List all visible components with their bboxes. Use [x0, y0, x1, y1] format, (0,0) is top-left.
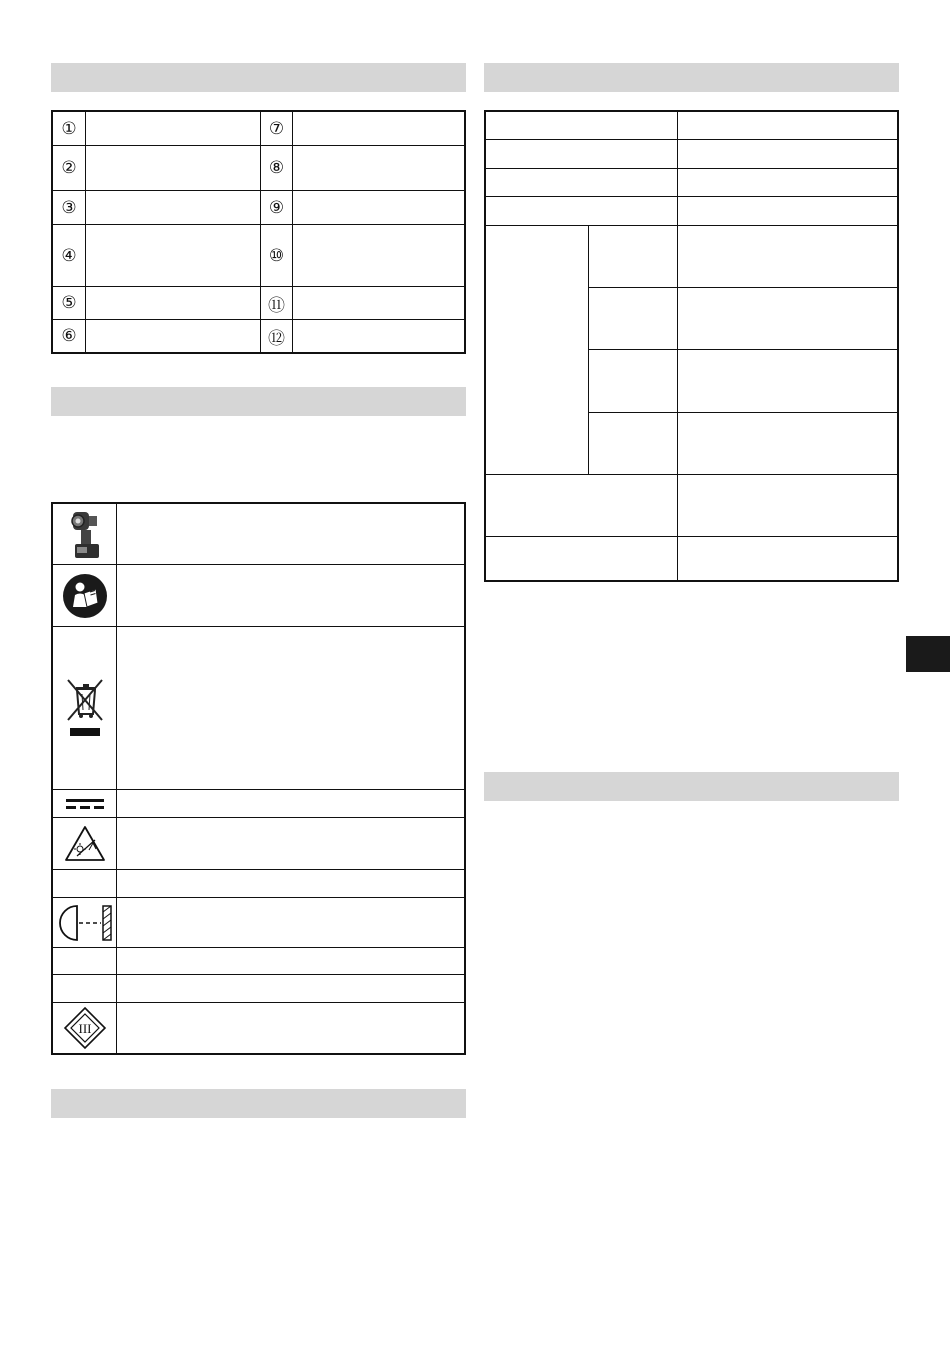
symbol-description [117, 1003, 464, 1053]
no-reflective-object-icon [63, 824, 107, 864]
symbol-description [117, 898, 464, 948]
part-number: ⑧ [261, 146, 293, 191]
symbol-icon-cell [53, 1003, 117, 1053]
spec-value-cell [678, 197, 897, 226]
part-label-cell [293, 112, 464, 146]
spec-sublabel-cell [589, 288, 678, 350]
spec-value-cell [678, 350, 897, 413]
symbol-description [117, 870, 464, 898]
spec-label-cell [486, 197, 678, 226]
spec-value-cell [678, 475, 897, 537]
symbols-table [51, 502, 466, 1055]
part-number: ⑫ [261, 320, 293, 352]
cordless-drill-icon [67, 508, 103, 560]
part-label-cell [293, 320, 464, 352]
symbol-description [117, 818, 464, 870]
spec-label-cell [486, 140, 678, 169]
specifications-table [484, 110, 899, 582]
spec-label-cell [486, 169, 678, 197]
part-number: ② [53, 146, 86, 191]
distance-to-surface-icon [57, 904, 113, 942]
spec-value-cell [678, 169, 897, 197]
part-label-cell [293, 146, 464, 191]
part-label-cell [86, 287, 261, 320]
symbol-icon-cell [53, 948, 117, 975]
symbol-description [117, 948, 464, 975]
section-bar-symbols [51, 387, 466, 416]
spec-sublabel-cell [589, 350, 678, 413]
spec-label-cell [486, 537, 678, 580]
part-label-cell [293, 287, 464, 320]
spec-sublabel-cell [589, 413, 678, 475]
part-label-cell [86, 146, 261, 191]
symbol-description [117, 627, 464, 790]
part-number: ⑪ [261, 287, 293, 320]
symbol-description [117, 504, 464, 565]
section-bar-left-bottom [51, 1089, 466, 1118]
part-label-cell [293, 225, 464, 287]
symbol-icon-cell [53, 565, 117, 627]
part-number: ④ [53, 225, 86, 287]
symbol-icon-cell [53, 790, 117, 818]
language-tab-marker [906, 636, 950, 672]
symbol-description [117, 565, 464, 627]
symbol-icon-cell [53, 504, 117, 565]
symbol-description [117, 975, 464, 1003]
class-iii-label: III [78, 1021, 91, 1036]
spec-sublabel-cell [589, 226, 678, 288]
part-label-cell [86, 225, 261, 287]
part-number: ⑥ [53, 320, 86, 352]
read-manual-icon [62, 573, 108, 619]
part-label-cell [293, 191, 464, 225]
part-label-cell [86, 112, 261, 146]
weee-crossed-bin-icon [62, 676, 108, 740]
spec-value-cell [678, 140, 897, 169]
spec-label-cell [486, 112, 678, 140]
symbol-icon-cell [53, 898, 117, 948]
part-label-cell [86, 320, 261, 352]
direct-current-icon [64, 797, 106, 811]
symbol-description [117, 790, 464, 818]
section-bar-specifications [484, 63, 899, 92]
part-number: ⑨ [261, 191, 293, 225]
spec-value-cell [678, 288, 897, 350]
symbol-icon-cell [53, 975, 117, 1003]
symbol-icon-cell [53, 870, 117, 898]
symbol-icon-cell [53, 818, 117, 870]
part-number: ① [53, 112, 86, 146]
spec-value-cell [678, 112, 897, 140]
symbol-icon-cell [53, 627, 117, 790]
spec-group-label-cell [486, 226, 589, 475]
spec-label-cell [486, 475, 678, 537]
spec-value-cell [678, 537, 897, 580]
part-number: ⑦ [261, 112, 293, 146]
part-label-cell [86, 191, 261, 225]
part-number: ⑩ [261, 225, 293, 287]
section-bar-right-bottom [484, 772, 899, 801]
section-bar-parts [51, 63, 466, 92]
part-number: ③ [53, 191, 86, 225]
spec-value-cell [678, 226, 897, 288]
spec-value-cell [678, 413, 897, 475]
class-iii-diamond-icon [63, 1006, 107, 1050]
part-number: ⑤ [53, 287, 86, 320]
parts-table [51, 110, 466, 354]
